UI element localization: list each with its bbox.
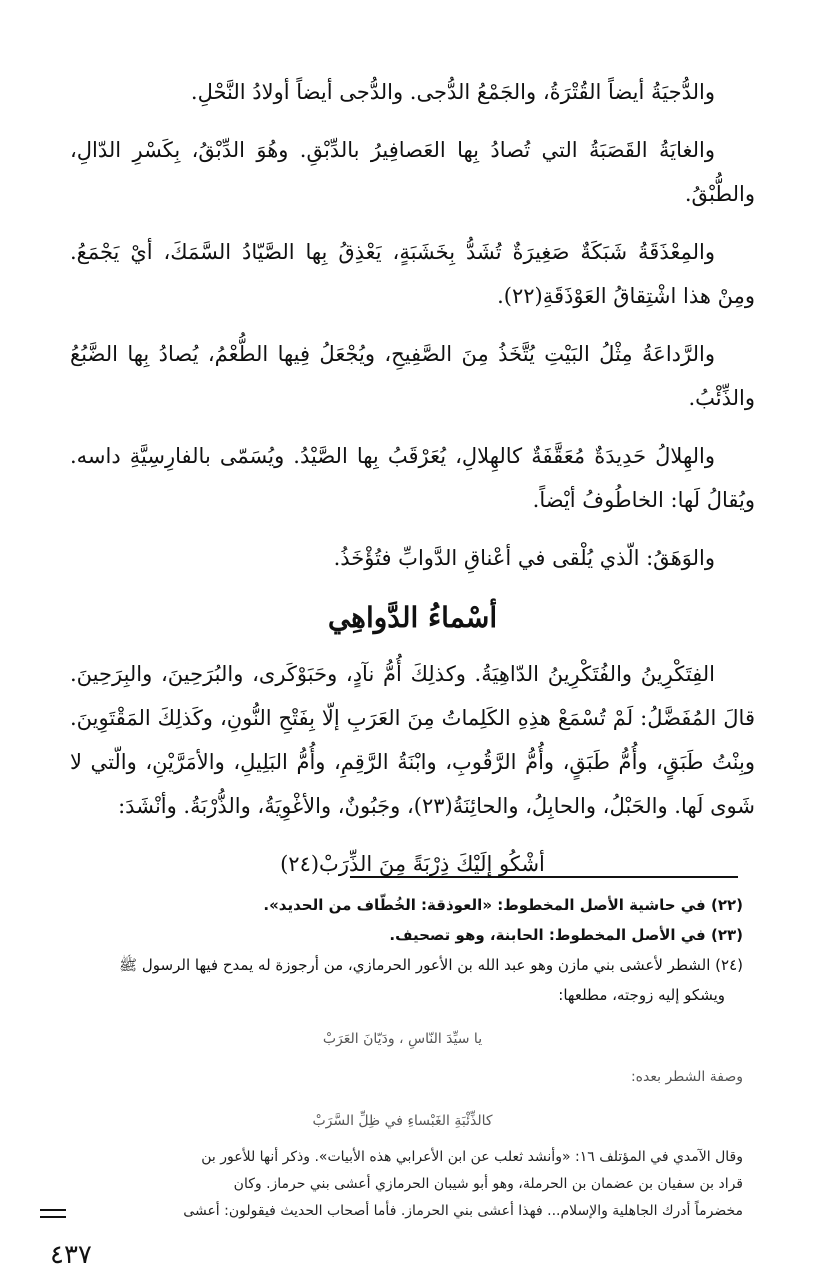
footnote-24-line3: وصفة الشطر بعده: bbox=[630, 1069, 743, 1085]
footnote-24-quote1: يا سيِّدَ النّاسِ ، ودَيّانَ العَرَبْ bbox=[322, 1031, 483, 1047]
section-title: أسْماءُ الدَّواهِي bbox=[327, 601, 498, 634]
entry-hilal: والهِلالُ حَدِيدَةٌ مُعَقَّفَةٌ كالهِلالِ، يُعَرْقَبُ بِها الصَّيْدُ. ويُسَمّى بالفارِسِيَّةِ داسه. ويُقالُ لَها: الخاطُوفُ أيْضاً. bbox=[70, 444, 755, 512]
section-paragraph: الفِتَكْرِينُ والفُتَكْرِينُ الدّاهِيَةُ. وكذلِكَ أُمُّ نآدٍ، وحَبَوْكَرى، والبُرَحِينَ، والبِرَحِينَ. قالَ المُفَضَّلُ: لَمْ تُسْمَعْ هذِهِ الكَلِماتُ مِنَ العَرَبِ إلّا بِفَتْحِ النُّونِ، وكَذلِكَ المَقْتَوِينَ. وبِنْتُ طَبَقٍ، وأُمُّ طَبَقٍ، وأُمُّ الرَّقُوبِ، وابْنَةُ الرَّقِمِ، وأُمُّ البَلِيلِ، والأمَرَّيْنِ، والّتي لا شَوى لَها. والحَبْلُ، والحابِلُ، والحائِنَةُ(٢٣)، وجَبُونٌ، والأغْوِيَةُ، والذُّرْبَةُ. وأنْشَدَ: bbox=[70, 662, 755, 818]
footnote-separator bbox=[350, 876, 738, 878]
entry-wahaq: والوَهَقُ: الّذي يُلْقى في أعْناقِ الدَّوابِّ فتُؤْخَذُ. bbox=[333, 546, 715, 570]
footnote-22: (٢٢) في حاشية الأصل المخطوط: «العوذقة: الخُطّاف من الحديد». bbox=[263, 896, 743, 914]
entry-ghaya: والغايَةُ القَصَبَةُ التي تُصادُ بِها العَصافِيرُ بالدِّبْقِ. وهُوَ الدِّبْقُ، بِكَسْرِ الدّالِ، والطُّبْقُ. bbox=[70, 138, 755, 206]
entry-dujya: والدُّجيَةُ أيضاً القُتْرَةُ، والجَمْعُ الدُّجى. والدُّجى أيضاً أولادُ النَّحْلِ. bbox=[190, 80, 715, 104]
entry-radaa: والرَّداعَةُ مِثْلُ البَيْتِ يُتَّخَذُ مِنَ الصَّفِيحِ، ويُجْعَلُ فِيها الطُّعْمُ، يُصادُ بِها الضَّبُعُ والذِّئْبُ. bbox=[70, 342, 755, 410]
footnote-24-cont1: وقال الآمدي في المؤتلف ١٦: «وأنشد ثعلب عن ابن الأعرابي هذه الأبيات». وذكر أنها للأعور بن bbox=[201, 1149, 743, 1165]
footnote-24-cont2: قراد بن سفيان بن عضمان بن الحرملة، وهو أبو شيبان الحرمازي أعشى بني حرماز. وكان bbox=[233, 1176, 743, 1192]
page-number: ٤٣٧ bbox=[50, 1240, 92, 1270]
footnotes bbox=[62, 890, 743, 1225]
footnote-24-cont3: مخضرماً أدرك الجاهلية والإسلام... فهذا أعشى بني الحرماز. فأما أصحاب الحديث فيقولون: أعشى bbox=[183, 1203, 743, 1219]
footnote-23: (٢٣) في الأصل المخطوط: الحابنة، وهو تصحيف. bbox=[389, 926, 743, 944]
footnote-24-quote2: كالذِّئْبَةِ الغَبْساءِ في ظِلِّ السَّرَبْ bbox=[312, 1113, 493, 1129]
continuation-double-rule bbox=[40, 1209, 66, 1218]
verse-line: أشْكُو إلَيْكَ ذِرْبَةً مِنَ الذِّرَبْ(٢٤) bbox=[280, 852, 545, 876]
footnote-24-line2: ويشكو إليه زوجته، مطلعها: bbox=[558, 986, 725, 1004]
entry-midhaqa: والمِعْذَقَةُ شَبَكَةٌ صَغِيرَةٌ تُشَدُّ بِخَشَبَةٍ، يَعْذِقُ بِها الصَّيّادُ السَّمَكَ، أيْ يَجْمَعُ. ومِنْ هذا اشْتِقاقُ العَوْذَقَةِ(٢٢). bbox=[70, 240, 755, 308]
main-text bbox=[70, 70, 755, 886]
footnote-24-line1: (٢٤) الشطر لأعشى بني مازن وهو عبد الله بن الأعور الحرمازي، من أرجوزة له يمدح فيها الرسول ﷺ bbox=[119, 956, 743, 974]
